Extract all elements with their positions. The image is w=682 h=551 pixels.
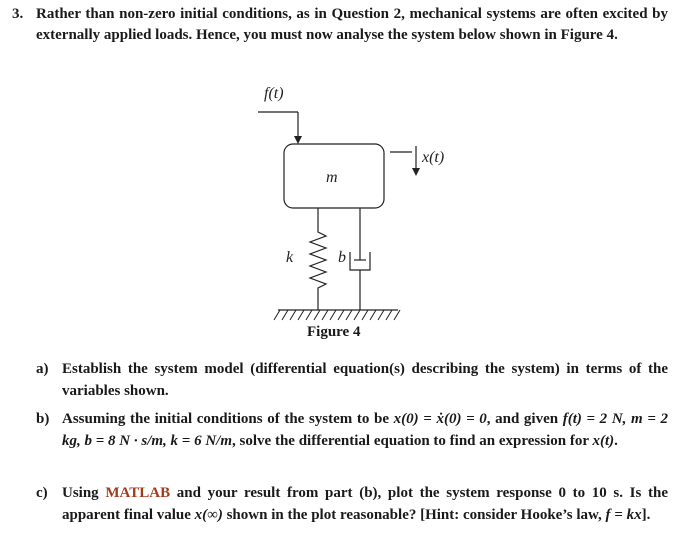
displacement-arrowhead-icon	[412, 168, 420, 176]
damper-label: b	[338, 249, 346, 266]
question-number: 3.	[12, 6, 24, 22]
ground-hatch-icon	[274, 310, 400, 320]
spring-icon	[310, 208, 326, 310]
part-b-text: Assuming the initial conditions of the system to be x(0) = ẋ(0) = 0, and given f(t) = 2 N, m = 2 kg, b = 8 N · s/m, k = 6 N/m, solve the differential equation to find an expression for x(t).	[62, 411, 668, 449]
mass-label: m	[326, 169, 338, 186]
displacement-label: x(t)	[422, 149, 445, 166]
part-b-label: b)	[36, 411, 50, 427]
initial-conditions-math: x(0) = ẋ(0) = 0	[393, 411, 487, 427]
part-a-label: a)	[36, 361, 49, 377]
question-3	[12, 4, 668, 46]
figure-reference: Figure 4.	[560, 27, 618, 43]
part-a	[36, 358, 668, 402]
figure-caption: Figure 4	[307, 324, 361, 340]
force-arrowhead-icon	[294, 136, 302, 144]
part-c	[36, 482, 668, 526]
solution-variable-math: x(t)	[592, 433, 615, 449]
final-value-math: x(∞)	[194, 507, 223, 523]
hooke-law-math: f = kx	[605, 507, 642, 523]
part-c-text: Using MATLAB and your result from part (b), plot the system response 0 to 10 s. Is the apparent final value x(∞) shown in the plot reasonable? [Hint: consider Hooke’s law, f = kx].	[62, 485, 668, 523]
system-diagram	[240, 84, 445, 324]
matlab-keyword: MATLAB	[105, 485, 171, 501]
force-label: f(t)	[264, 85, 284, 102]
part-c-label: c)	[36, 485, 48, 501]
parameters-math: f(t) = 2 N, m = 2 kg, b = 8 N · s/m, k = 6 N/m	[62, 411, 668, 449]
spring-label: k	[286, 249, 294, 266]
question-text: Rather than non-zero initial conditions, as in Question 2, mechanical systems are often excited by externally applied loads. Hence, you must now analyse the system below shown in Figure 4.	[36, 6, 668, 43]
part-a-text: Establish the system model (differential equation(s) describing the system) in terms of the variables shown.	[62, 361, 668, 399]
mass-spring-damper-figure	[240, 84, 445, 354]
part-b	[36, 408, 668, 452]
